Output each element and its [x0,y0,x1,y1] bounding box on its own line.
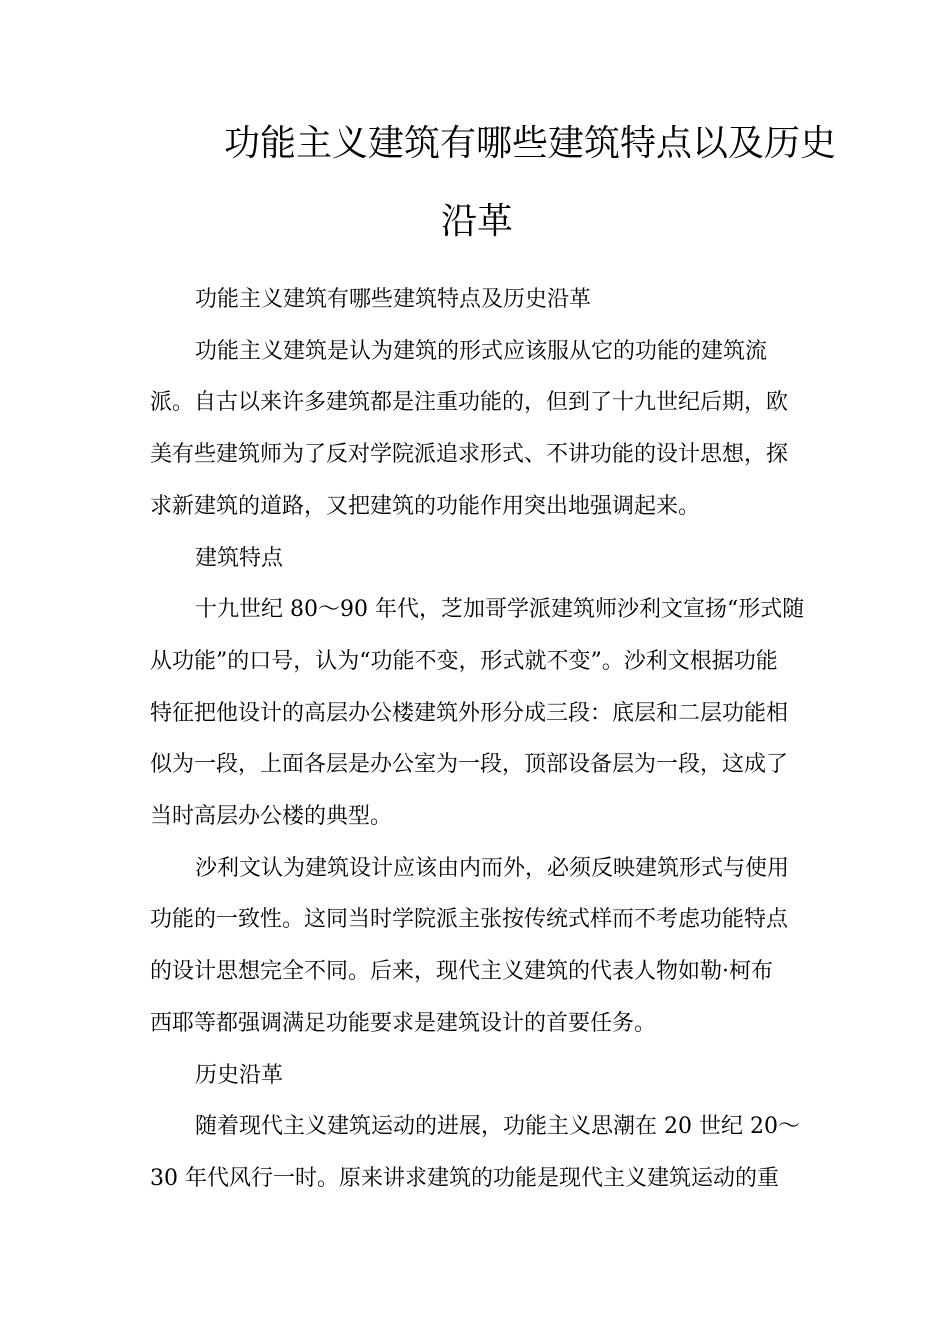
paragraph-line: 美有些建筑师为了反对学院派追求形式、不讲功能的设计思想，探 [150,442,789,468]
paragraph-line: 从功能”的口号，认为“功能不变，形式就不变”。沙利文根据功能 [150,648,778,674]
paragraph-intro [150,326,800,533]
paragraph-line: 功能主义建筑是认为建筑的形式应该服从它的功能的建筑流 [195,338,768,364]
paragraph-line: 建筑特点 [195,545,284,571]
paragraph-line: 派。自古以来许多建筑都是注重功能的，但到了十九世纪后期，欧 [150,390,789,416]
paragraph-line: 似为一段，上面各层是办公室为一段，顶部设备层为一段，这成了 [150,752,789,778]
paragraph-line: 功能的一致性。这同当时学院派主张按传统式样而不考虑功能特点 [150,907,789,933]
paragraph-line: 当时高层办公楼的典型。 [150,804,393,830]
paragraph-line: 的设计思想完全不同。后来，现代主义建筑的代表人物如勒·柯布 [150,959,773,985]
paragraph-line: 功能主义建筑有哪些建筑特点及历史沿革 [195,287,592,312]
paragraph-line: 特征把他设计的高层办公楼建筑外形分成三段：底层和二层功能相 [150,700,789,726]
paragraph-line: 历史沿革 [195,1062,284,1088]
section-heading-features [150,533,800,585]
document-title-line-2: 沿革 [441,201,514,242]
paragraph-features-1 [150,584,805,843]
paragraph-line: 沙利文认为建筑设计应该由内而外，必须反映建筑形式与使用 [195,855,790,881]
paragraph-line: 西耶等都强调满足功能要求是建筑设计的首要任务。 [150,1010,657,1036]
section-heading-history [150,1050,800,1102]
paragraph-line: 十九世纪 80～90 年代，芝加哥学派建筑师沙利文宣扬“形式随 [195,597,805,623]
paragraph-features-2 [150,843,800,1050]
paragraph-line: 30 年代风行一时。原来讲求建筑的功能是现代主义建筑运动的重 [150,1165,779,1191]
document-title-line-1: 功能主义建筑有哪些建筑特点以及历史 [224,123,837,164]
paragraph-line: 求新建筑的道路，又把建筑的功能作用突出地强调起来。 [150,493,701,519]
document-body [150,274,805,1205]
paragraph-history-1 [150,1101,800,1204]
paragraph-line: 随着现代主义建筑运动的进展，功能主义思潮在 20 世纪 20～ [195,1114,800,1140]
paragraph-subtitle [150,274,800,326]
